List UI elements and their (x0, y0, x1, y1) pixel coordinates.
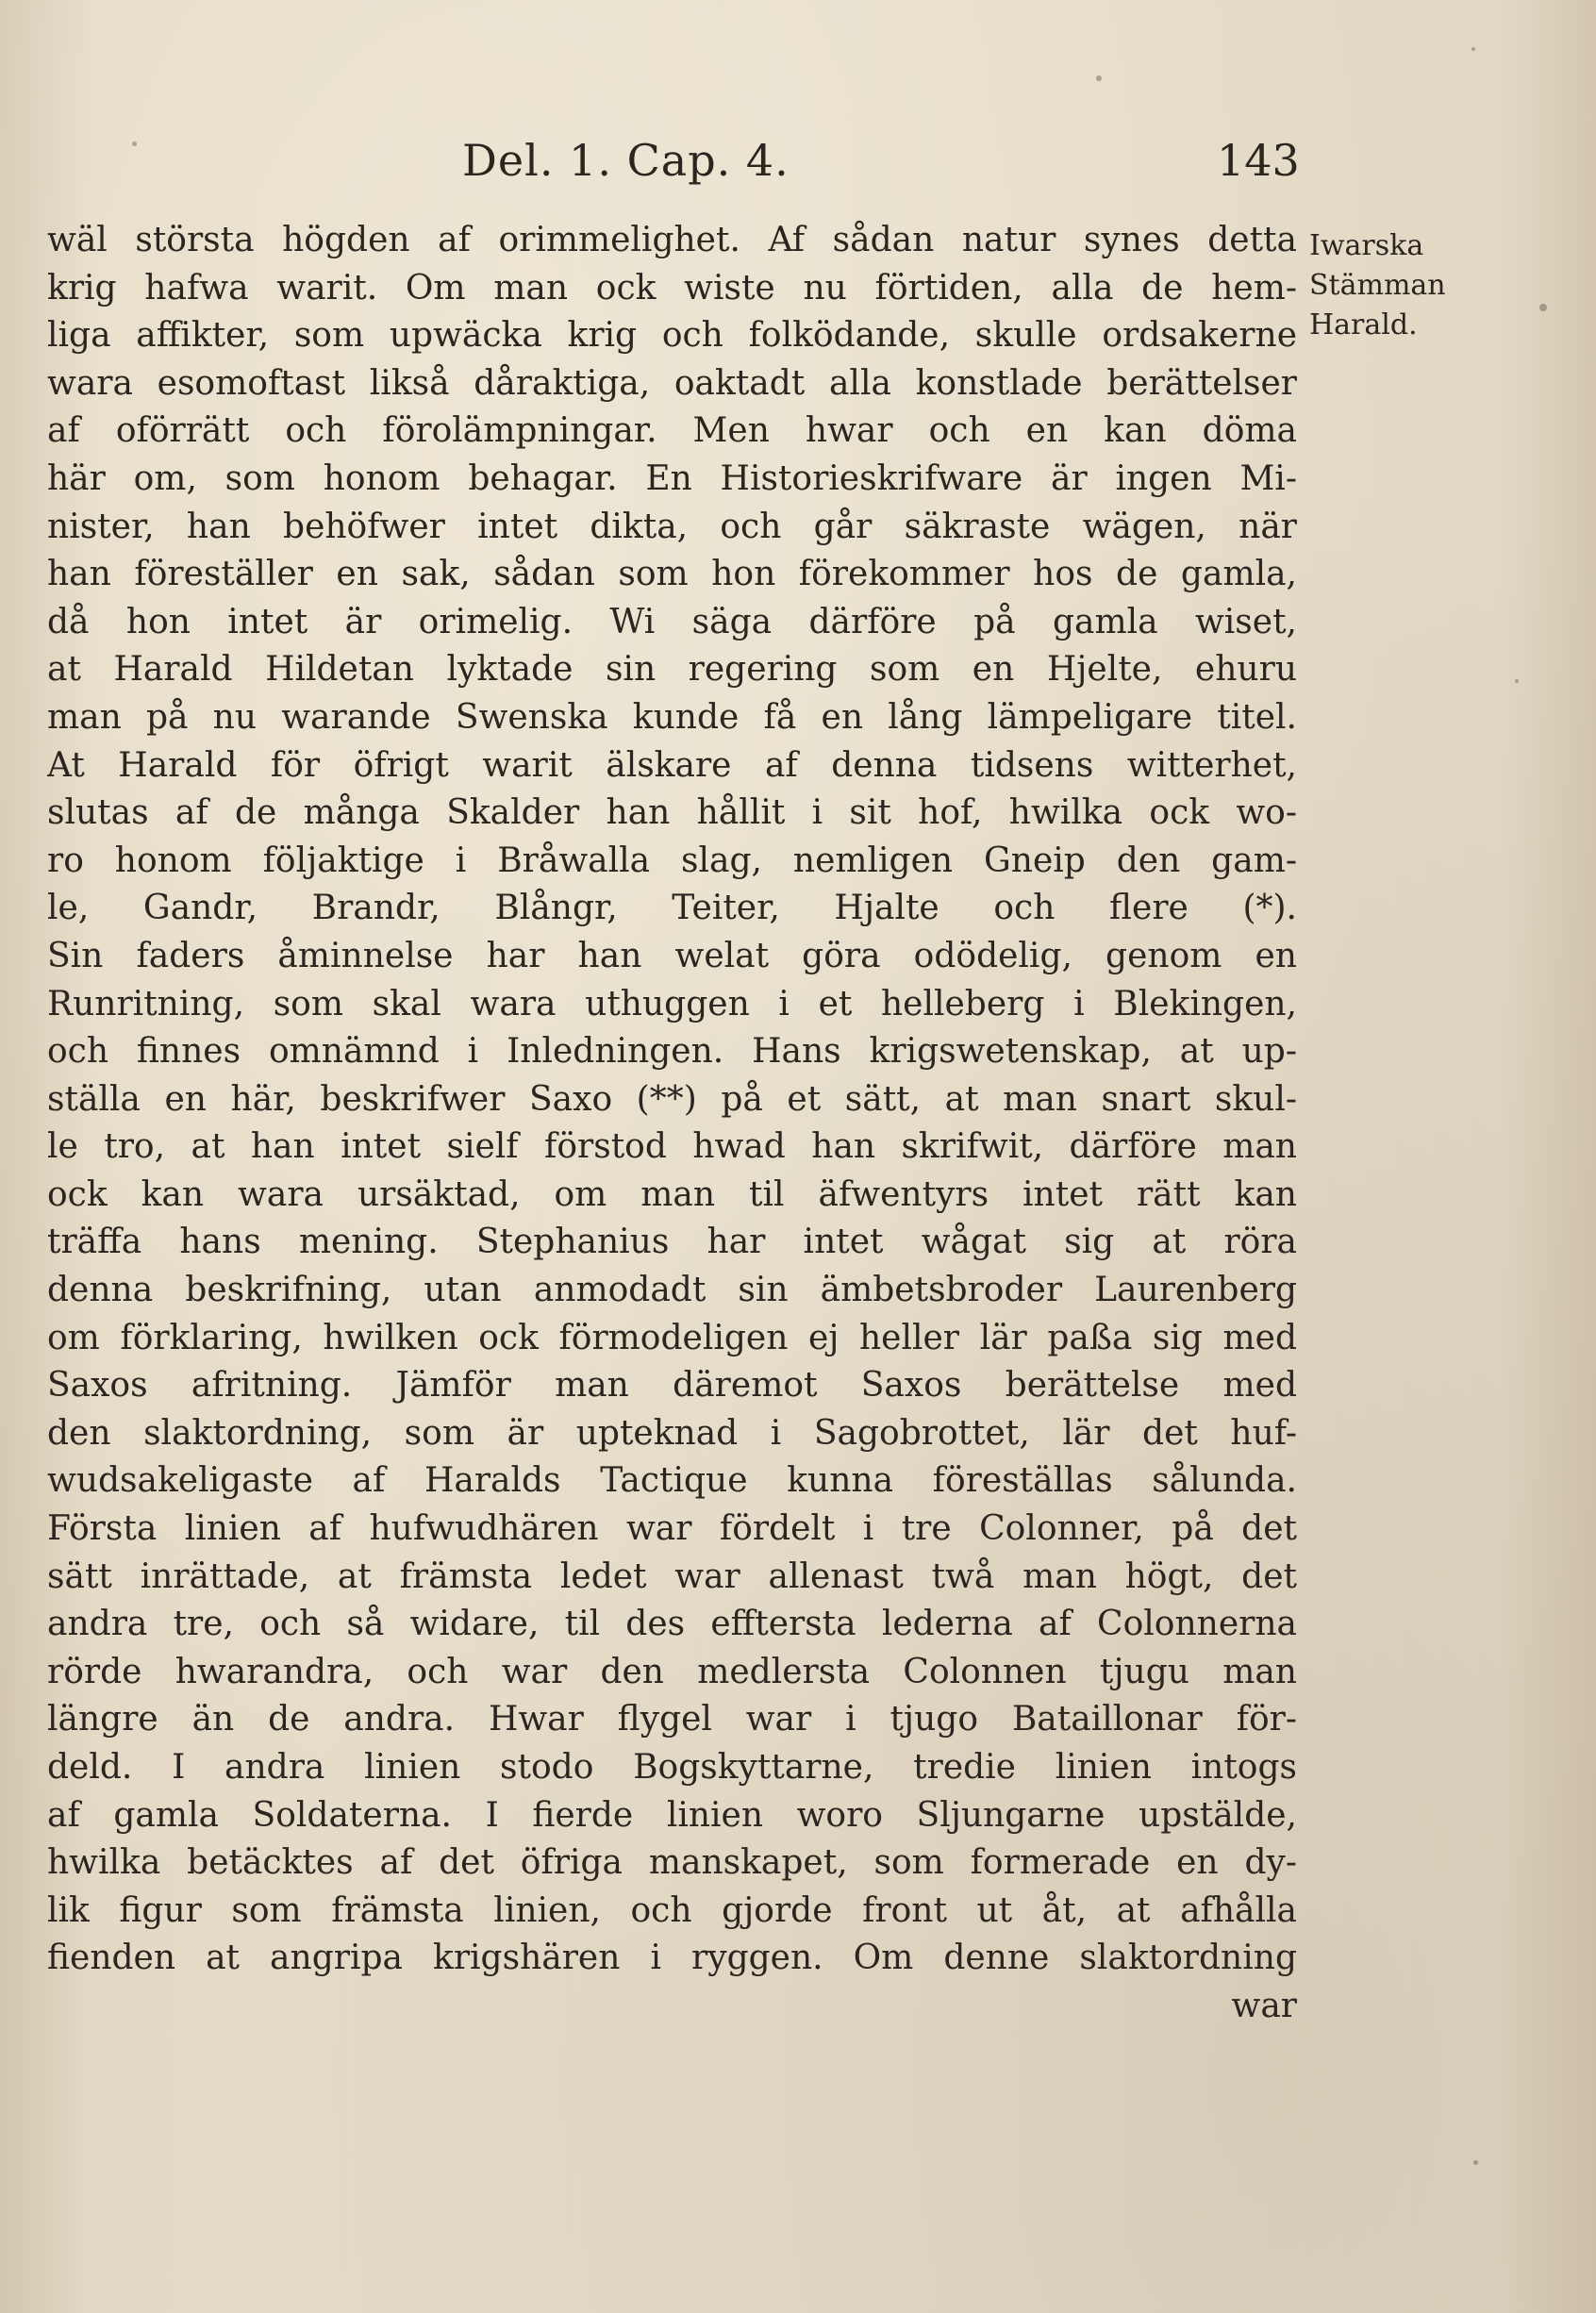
text-line: ro honom följaktige i Bråwalla slag, nemligen Gneip den gam- (47, 840, 1297, 880)
body-text (47, 217, 1297, 2025)
paper-speck (1473, 2160, 1478, 2165)
margin-note-line: Harald. (1309, 308, 1418, 341)
paper-speck (1471, 47, 1475, 51)
text-line: lik figur som främsta linien, och gjorde front ut åt, at afhålla (47, 1890, 1297, 1930)
text-line: längre än de andra. Hwar flygel war i tjugo Bataillonar för- (47, 1700, 1297, 1739)
text-line: af gamla Soldaterna. I fierde linien woro Sljungarne upstälde, (47, 1795, 1297, 1835)
margin-note (1309, 226, 1592, 345)
text-line: Sin faders åminnelse har han welat göra odödelig, genom en (47, 936, 1297, 975)
text-line: krig hafwa warit. Om man ock wiste nu förtiden, alla de hem- (47, 268, 1297, 308)
text-line: träffa hans mening. Stephanius har intet wågat sig at röra (47, 1223, 1297, 1262)
text-line: slutas af de många Skalder han hållit i sit hof, hwilka ock wo- (47, 793, 1297, 833)
text-line: man på nu warande Swenska kunde få en lång lämpeligare titel. (47, 697, 1297, 737)
text-line: fienden at angripa krigshären i ryggen. Om denne slaktordning (47, 1939, 1297, 1978)
text-line: le, Gandr, Brandr, Blångr, Teiter, Hjalte och flere (*). (47, 889, 1297, 928)
text-line: Runritning, som skal wara uthuggen i et helleberg i Blekingen, (47, 984, 1297, 1023)
text-line: här om, som honom behagar. En Historieskrifware är ingen Mi- (47, 458, 1297, 498)
page-number: 143 (1217, 135, 1300, 186)
text-line: liga affikter, som upwäcka krig och folködande, skulle ordsakerne (47, 316, 1297, 356)
text-line: af oförrätt och förolämpningar. Men hwar och en kan döma (47, 411, 1297, 451)
text-line: le tro, at han intet sielf förstod hwad han skrifwit, därföre man (47, 1127, 1297, 1167)
text-line: wudsakeligaste af Haralds Tactique kunna föreställas sålunda. (47, 1461, 1297, 1501)
text-line: ställa en här, beskrifwer Saxo (**) på et sätt, at man snart skul- (47, 1079, 1297, 1119)
text-line: då hon intet är orimelig. Wi säga därföre på gamla wiset, (47, 602, 1297, 641)
text-line: om förklaring, hwilken ock förmodeligen ej heller lär paßa sig med (47, 1318, 1297, 1357)
text-line: sätt inrättade, at främsta ledet war allenast twå man högt, det (47, 1556, 1297, 1596)
text-line: wara esomoftast likså dåraktiga, oaktadt alla konstlade berättelser (47, 363, 1297, 403)
text-line: hwilka betäcktes af det öfriga manskapet, som formerade en dy- (47, 1843, 1297, 1883)
text-line: at Harald Hildetan lyktade sin regering som en Hjelte, ehuru (47, 650, 1297, 690)
text-line: Saxos afritning. Jämför man däremot Saxos berättelse med (47, 1366, 1297, 1406)
paper-speck (1515, 679, 1519, 683)
paper-speck (1096, 75, 1102, 81)
text-line: den slaktordning, som är upteknad i Sagobrottet, lär det huf- (47, 1413, 1297, 1453)
text-line: denna beskrifning, utan anmodadt sin ämbetsbroder Laurenberg (47, 1271, 1297, 1310)
text-line: ock kan wara ursäktad, om man til äfwentyrs intet rätt kan (47, 1174, 1297, 1214)
text-line: andra tre, och så widare, til des efftersta lederna af Colonnerna (47, 1605, 1297, 1644)
text-line: deld. I andra linien stodo Bogskyttarne, tredie linien intogs (47, 1748, 1297, 1787)
text-line: At Harald för öfrigt warit älskare af denna tidsens witterhet, (47, 745, 1297, 785)
catchword: war (1231, 1986, 1297, 2025)
margin-note-line: Iwarska (1309, 229, 1424, 262)
text-line: nister, han behöfwer intet dikta, och går säkraste wägen, när (47, 507, 1297, 546)
running-head: Del. 1. Cap. 4. (462, 135, 790, 186)
margin-note-line: Stämman (1309, 269, 1446, 302)
text-line: rörde hwarandra, och war den medlersta Colonnen tjugu man (47, 1652, 1297, 1691)
text-line: wäl största högden af orimmelighet. Af sådan natur synes detta (47, 221, 1297, 259)
text-line: och finnes omnämnd i Inledningen. Hans krigswetenskap, at up- (47, 1032, 1297, 1072)
text-line: han föreställer en sak, sådan som hon förekommer hos de gamla, (47, 555, 1297, 594)
text-line: Första linien af hufwudhären war fördelt i tre Colonner, på det (47, 1509, 1297, 1549)
page-header (0, 132, 1596, 189)
